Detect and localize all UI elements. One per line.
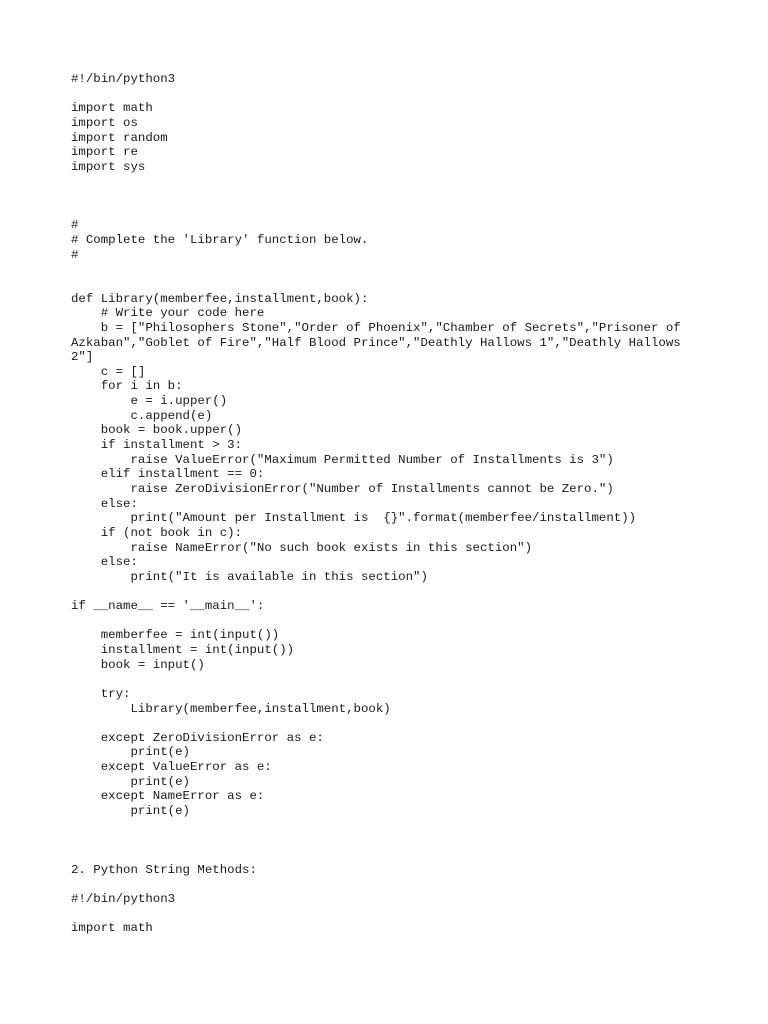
code-line	[71, 877, 701, 892]
code-line: raise NameError("No such book exists in this section")	[71, 540, 533, 555]
code-line: #!/bin/python3	[71, 891, 176, 906]
code-line: import sys	[71, 159, 146, 174]
code-line	[71, 204, 701, 219]
code-line: #	[71, 218, 79, 233]
code-line: else:	[71, 496, 138, 511]
code-line: import re	[71, 145, 138, 160]
code-line: e = i.upper()	[71, 394, 228, 409]
code-line: except ZeroDivisionError as e:	[71, 730, 324, 745]
code-line: elif installment == 0:	[71, 467, 265, 482]
code-line: 2. Python String Methods:	[71, 862, 257, 877]
code-line	[71, 848, 701, 863]
code-line	[71, 174, 701, 189]
code-line: # Complete the 'Library' function below.	[71, 233, 369, 248]
code-line	[71, 833, 701, 848]
code-line	[71, 189, 701, 204]
code-line: book = input()	[71, 657, 205, 672]
code-line: #	[71, 247, 79, 262]
code-line: 2"]	[71, 350, 94, 365]
code-line: raise ZeroDivisionError("Number of Installments cannot be Zero.")	[71, 481, 614, 496]
code-line: for i in b:	[71, 379, 183, 394]
code-line: print("Amount per Installment is {}".format(memberfee/installment))	[71, 511, 637, 526]
code-line: c = []	[71, 364, 146, 379]
code-line: memberfee = int(input())	[71, 628, 280, 643]
code-line: import math	[71, 101, 153, 116]
code-line: print(e)	[71, 745, 190, 760]
code-line: import os	[71, 115, 138, 130]
code-line: def Library(memberfee,installment,book):	[71, 291, 369, 306]
code-line: print(e)	[71, 804, 190, 819]
code-line: print("It is available in this section")	[71, 569, 428, 584]
code-line	[71, 262, 701, 277]
code-line: import random	[71, 130, 168, 145]
code-line	[71, 87, 701, 102]
code-line	[71, 614, 701, 629]
code-line: raise ValueError("Maximum Permitted Number of Installments is 3")	[71, 452, 614, 467]
code-line: else:	[71, 555, 138, 570]
code-line: Azkaban","Goblet of Fire","Half Blood Prince","Deathly Hallows 1","Deathly Hallows	[71, 335, 681, 350]
code-line: if __name__ == '__main__':	[71, 599, 265, 614]
code-line: print(e)	[71, 774, 190, 789]
code-line: # Write your code here	[71, 306, 265, 321]
code-line: b = ["Philosophers Stone","Order of Phoenix","Chamber of Secrets","Prisoner of	[71, 320, 681, 335]
code-line	[71, 907, 701, 922]
code-line: book = book.upper()	[71, 423, 243, 438]
code-line: if (not book in c):	[71, 525, 243, 540]
code-line	[71, 672, 701, 687]
code-line	[71, 277, 701, 292]
code-line: except NameError as e:	[71, 789, 265, 804]
code-line: Library(memberfee,installment,book)	[71, 701, 391, 716]
document-page	[71, 72, 701, 936]
code-line	[71, 716, 701, 731]
code-line: #!/bin/python3	[71, 72, 176, 86]
code-line	[71, 584, 701, 599]
code-line	[71, 819, 701, 834]
code-line: installment = int(input())	[71, 642, 295, 657]
code-line: import math	[71, 921, 153, 936]
code-line: c.append(e)	[71, 408, 213, 423]
code-line: except ValueError as e:	[71, 760, 272, 775]
code-line: try:	[71, 686, 131, 701]
code-line: if installment > 3:	[71, 438, 243, 453]
